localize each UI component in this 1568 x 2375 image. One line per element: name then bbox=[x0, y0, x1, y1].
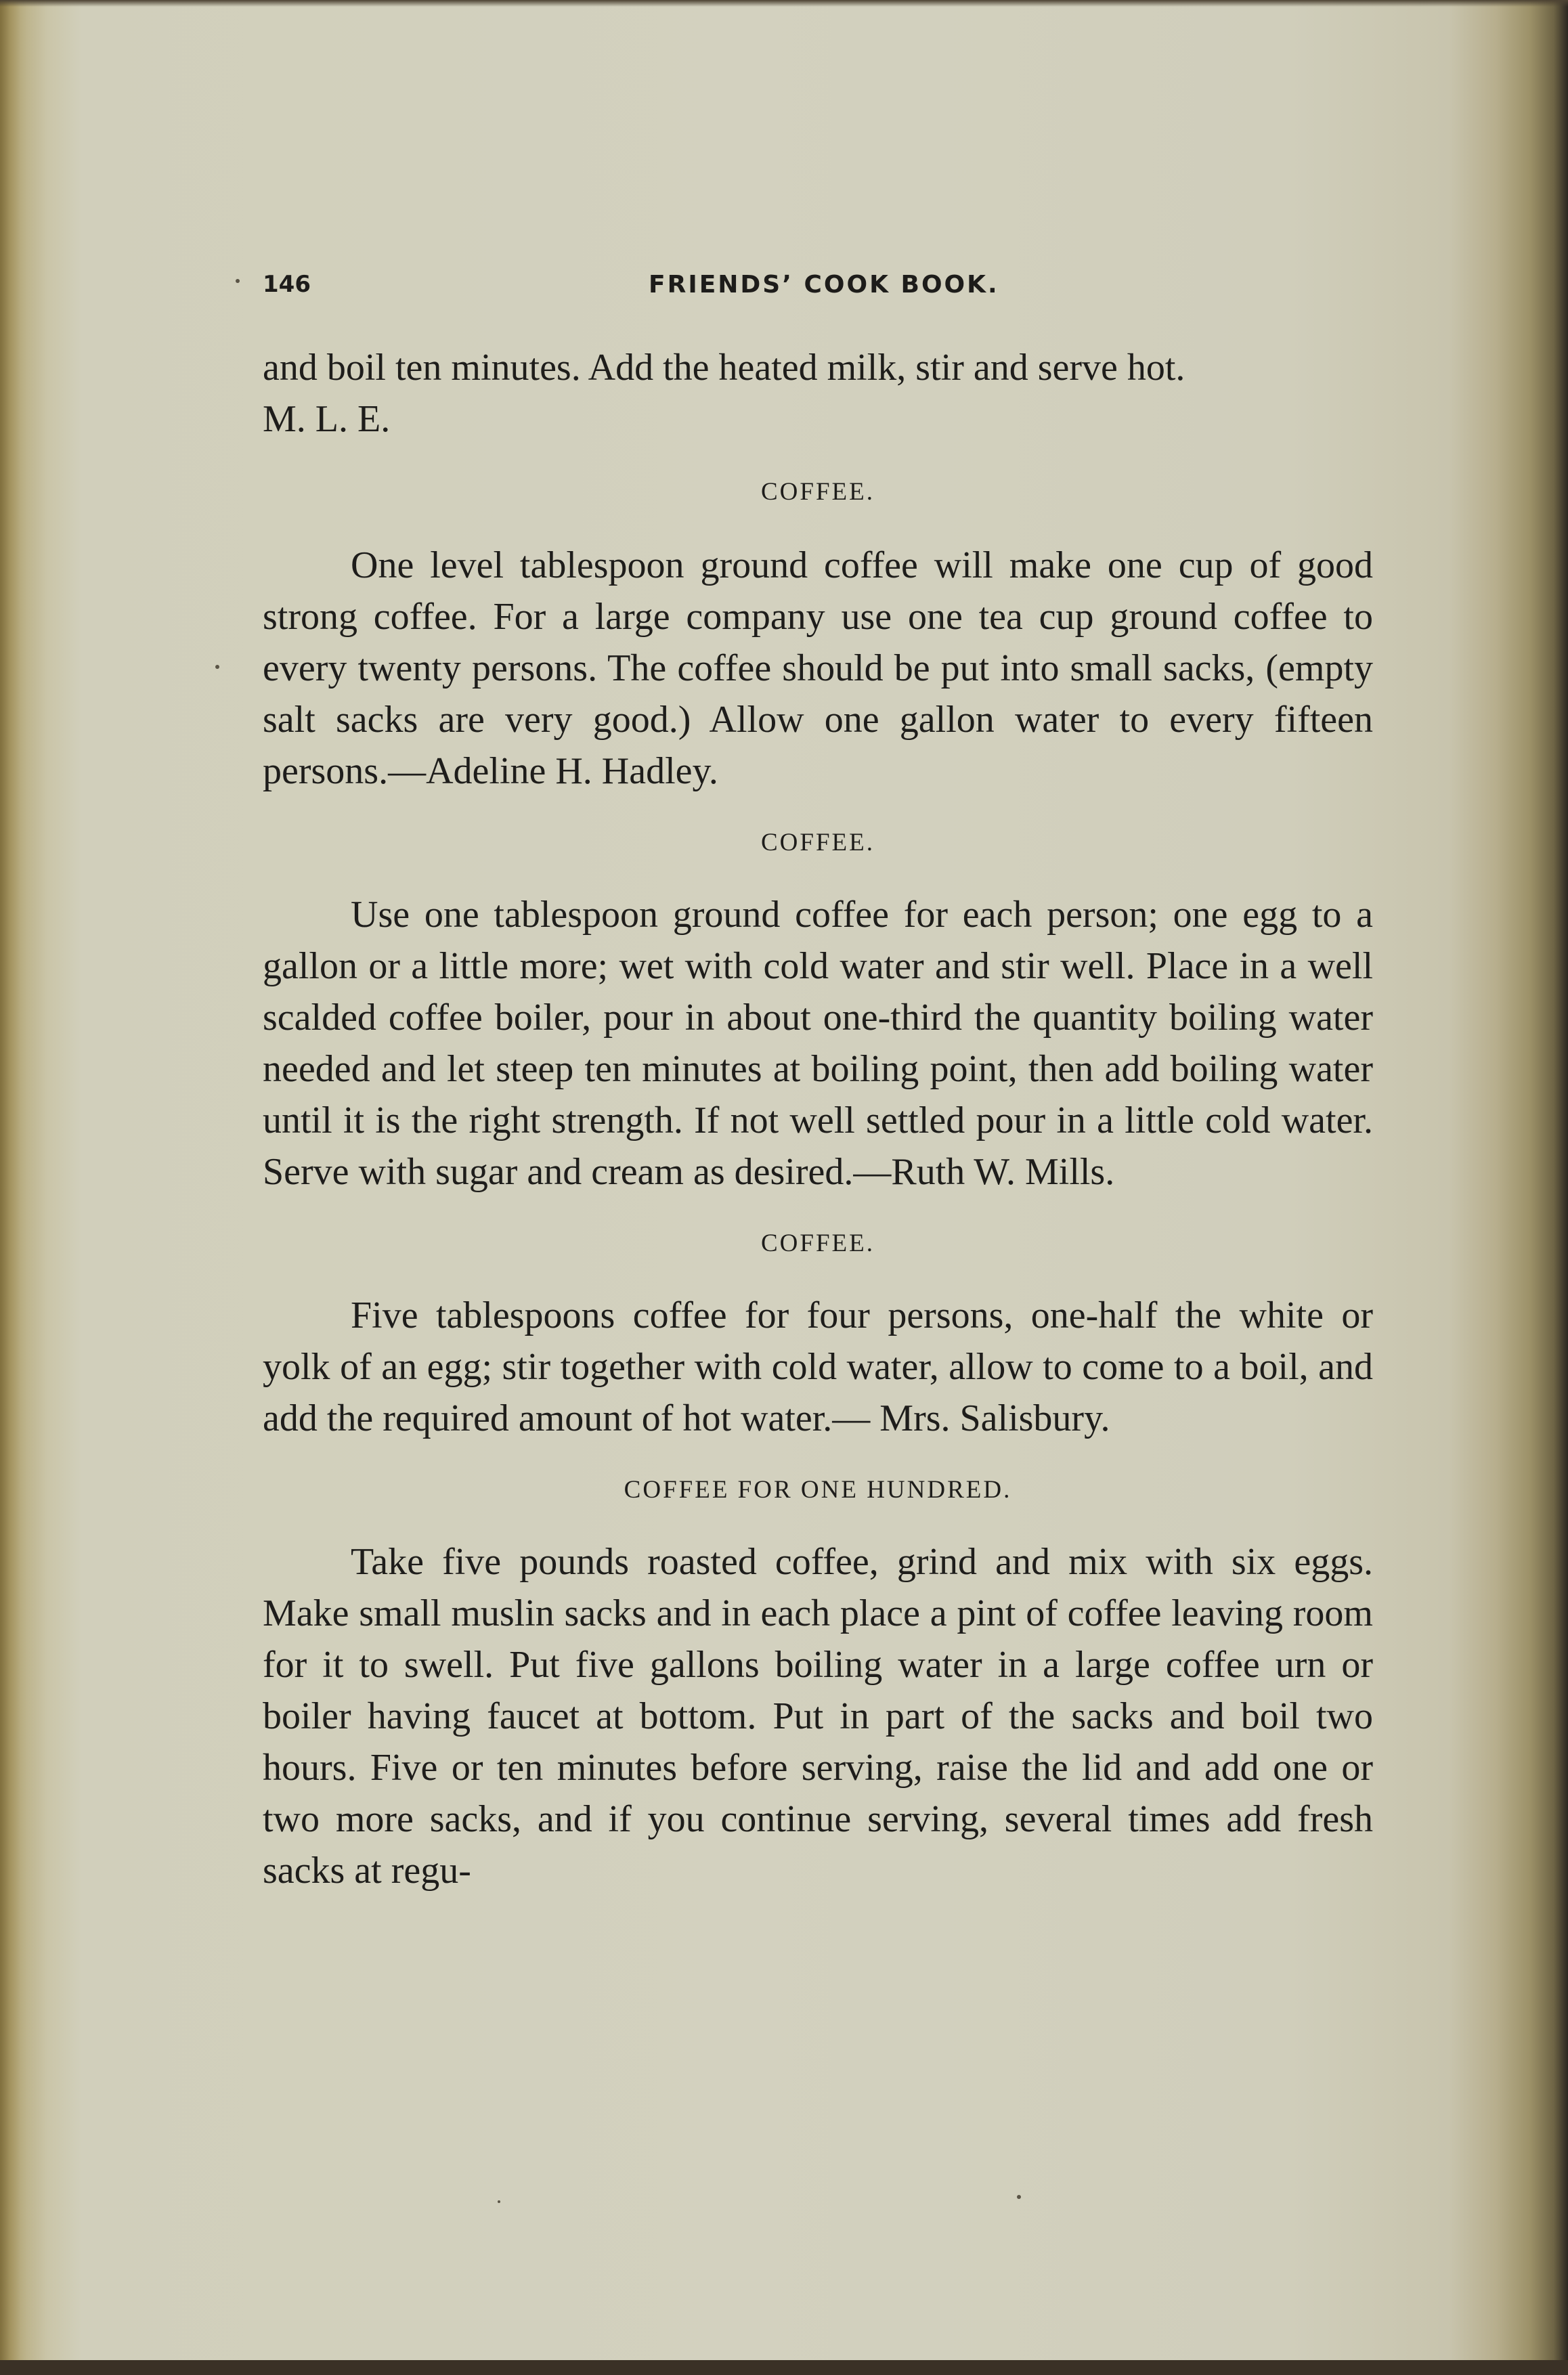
paper-speck bbox=[1017, 2195, 1021, 2199]
recipe-body: Take five pounds roasted coffee, grind and mix with six eggs. Make small muslin sacks and in each place a pint of coffee leaving room for it to swell. Put five gallons boiling water in a large coffee urn or boiler having faucet at bottom. Put in part of the sacks and boil two hours. Five or ten minutes before serving, raise the lid and add one or two more sacks, and if you continue serving, several times add fresh sacks at regu- bbox=[263, 1541, 1373, 1892]
top-edge bbox=[0, 0, 1568, 7]
page-number: 146 bbox=[263, 271, 311, 298]
recipe-body: Use one tablespoon ground coffee for each person; one egg to a gallon or a little more; wet with cold water and stir well. Place in a well scalded coffee boiler, pour in about one-third the quantity boiling water needed and let steep ten minutes at boiling point, then add boiling water until it is the right strength. If not well settled pour in a little cold water. Serve with sugar and cream as desired.—Ruth W. Mills. bbox=[263, 894, 1373, 1193]
paper-speck bbox=[215, 665, 219, 669]
intro-signature: M. L. E. bbox=[263, 398, 391, 440]
text-block bbox=[263, 342, 1373, 1896]
running-head bbox=[263, 264, 1373, 311]
bottom-edge bbox=[0, 2360, 1568, 2375]
binding-edge bbox=[0, 0, 38, 2375]
recipe-heading: COFFEE FOR ONE HUNDRED. bbox=[624, 1476, 1012, 1504]
recipe-heading: COFFEE. bbox=[760, 829, 875, 856]
book-title: FRIENDS’ COOK BOOK. bbox=[649, 271, 999, 299]
intro-text: and boil ten minutes. Add the heated milk, stir and serve hot. bbox=[263, 347, 1185, 389]
recipe-body: One level tablespoon ground coffee will make one cup of good strong coffee. For a large company use one tea cup ground coffee to every twenty persons. The coffee should be put into small sacks, (empty salt sacks are very good.) Allow one gallon water to every fifteen persons.—Adeline H. Hadley. bbox=[263, 544, 1373, 792]
recipe-heading: COFFEE. bbox=[760, 478, 875, 506]
recipe-heading: COFFEE. bbox=[760, 1229, 875, 1257]
paper-speck bbox=[498, 2200, 500, 2203]
recipe-body: Five tablespoons coffee for four persons, one-half the white or yolk of an egg; stir together with cold water, allow to come to a boil, and add the required amount of hot water.— Mrs. Salisbury. bbox=[263, 1294, 1373, 1439]
paper-speck bbox=[236, 279, 240, 283]
